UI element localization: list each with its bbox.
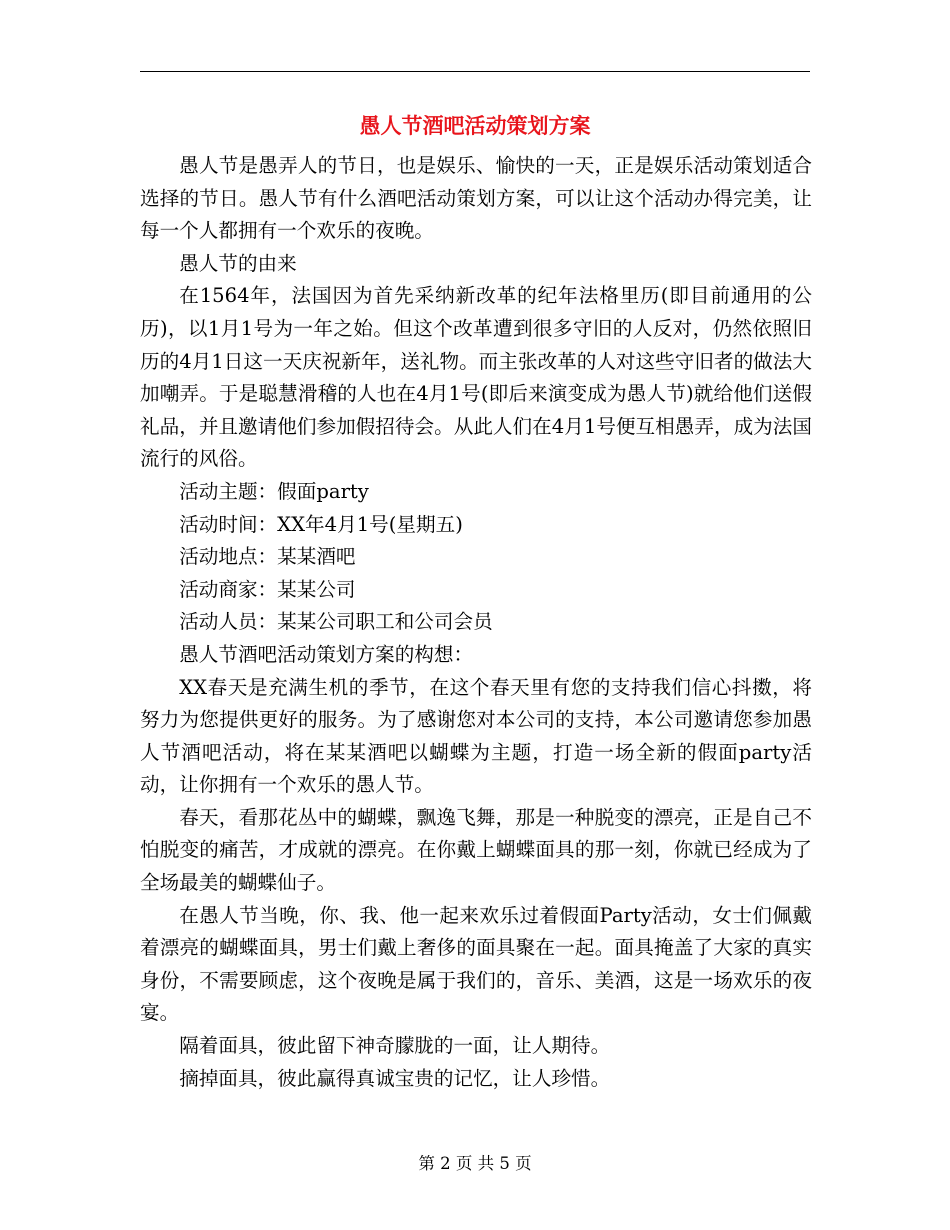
activity-merchant: 活动商家：某某公司 — [179, 577, 356, 601]
heading-origin: 愚人节的由来 — [179, 251, 297, 275]
paragraph-intro: 愚人节是愚弄人的节日，也是娱乐、愉快的一天，正是娱乐活动策划适合选择的节日。愚人节有什么酒吧活动策划方案，可以让这个活动办得完美，让每一个人都拥有一个欢乐的夜晚。 — [140, 154, 812, 243]
activity-location: 活动地点：某某酒吧 — [179, 545, 356, 569]
activity-theme: 活动主题：假面party — [179, 479, 369, 503]
heading-concept: 愚人节酒吧活动策划方案的构想： — [179, 642, 474, 666]
document-title: 愚人节酒吧活动策划方案 — [359, 113, 591, 138]
paragraph-mask-on: 隔着面具，彼此留下神奇朦胧的一面，让人期待。 — [179, 1034, 611, 1058]
paragraph-origin: 在1564年，法国因为首先采纳新改革的纪年法格里历(即目前通用的公历)，以1月1号为一年之始。但这个改革遭到很多守旧的人反对，仍然依照旧历的4月1日这一天庆祝新年，送礼物。而主张改革的人对这些守旧者的做法大加嘲弄。于是聪慧滑稽的人也在4月1号(即后来演变成为愚人节)就给他们送假礼品，并且邀请他们参加假招待会。从此人们在4月1号便互相愚弄，成为法国流行的风俗。 — [140, 284, 812, 471]
paragraph-concept: XX春天是充满生机的季节，在这个春天里有您的支持我们信心抖擞，将努力为您提供更好的服务。为了感谢您对本公司的支持，本公司邀请您参加愚人节酒吧活动，将在某某酒吧以蝴蝶为主题，打造一场全新的假面party活动，让你拥有一个欢乐的愚人节。 — [140, 675, 812, 797]
activity-participants: 活动人员：某某公司职工和公司会员 — [179, 610, 493, 634]
activity-time: 活动时间：XX年4月1号(星期五) — [179, 512, 463, 536]
paragraph-mask-off: 摘掉面具，彼此赢得真诚宝贵的记忆，让人珍惜。 — [179, 1066, 611, 1090]
paragraph-spring: 春天，看那花丛中的蝴蝶，飘逸飞舞，那是一种脱变的漂亮，正是自己不怕脱变的痛苦，才成就的漂亮。在你戴上蝴蝶面具的那一刻，你就已经成为了全场最美的蝴蝶仙子。 — [140, 805, 812, 895]
header-rule — [140, 71, 810, 72]
paragraph-evening: 在愚人节当晚，你、我、他一起来欢乐过着假面Party活动，女士们佩戴着漂亮的蝴蝶面具，男士们戴上奢侈的面具聚在一起。面具掩盖了大家的真实身份，不需要顾虑，这个夜晚是属于我们的，音乐、美酒，这是一场欢乐的夜宴。 — [140, 903, 812, 1025]
page-number: 第 2 页 共 5 页 — [418, 1154, 532, 1173]
document-body — [140, 150, 812, 1095]
